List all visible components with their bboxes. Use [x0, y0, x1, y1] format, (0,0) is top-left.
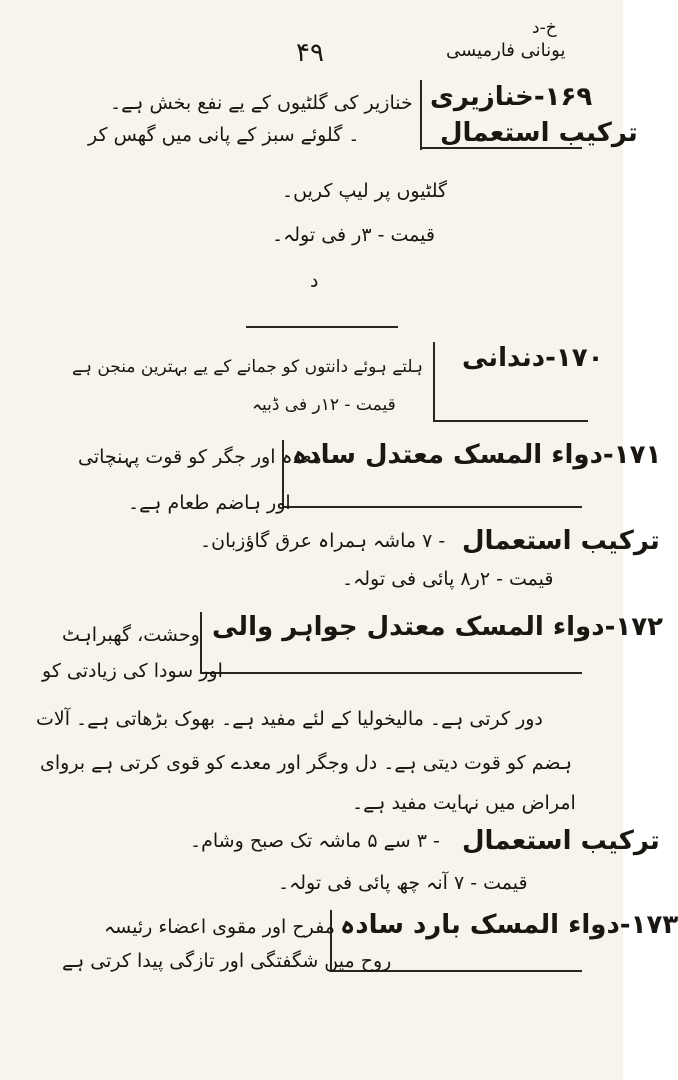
- entry-171-description: معدہ اور جگر کو قوت پہنچاتی: [78, 446, 322, 468]
- entry-172-price: قیمت - ۷ آنہ چھ پائی فی تولہ۔: [278, 872, 528, 894]
- entry-171-title: ۱۷۱-دواء المسک معتدل سادہ: [292, 440, 662, 470]
- entry-172-usage-label: ترکیب استعمال: [462, 826, 660, 856]
- entry-169-usage: ۔ گلوئے سبز کے پانی میں گھس کر: [88, 124, 360, 146]
- entry-172-body-line-1: دور کرتی ہے۔ مالیخولیا کے لئے مفید ہے۔ بھوک بڑھاتی ہے۔ آلات: [36, 708, 543, 730]
- section-rule: [246, 326, 398, 328]
- entry-170-divider: [433, 342, 435, 422]
- entry-170-description: ہلتے ہوئے دانتوں کو جمانے کے یے بہترین منجن ہے: [72, 357, 423, 377]
- entry-173-description: مفرح اور مقوی اعضاء رئیسہ: [104, 916, 335, 938]
- section-letter: د: [310, 270, 319, 292]
- entry-172-description: وحشت، گھبراہٹ: [62, 624, 200, 646]
- entry-172-body-line-3: امراض میں نہایت مفید ہے۔: [352, 792, 576, 814]
- entry-172-title: ۱۷۲-دواء المسک معتدل جواہر والی: [212, 612, 663, 642]
- entry-170-underline: [433, 420, 588, 422]
- entry-169-usage-cont: گلٹیوں پر لیپ کریں۔: [282, 180, 448, 202]
- entry-169-description: خنازیر کی گلٹیوں کے یے نفع بخش ہے۔: [110, 92, 413, 114]
- entry-173-description-cont: روح میں شگفتگی اور تازگی پیدا کرتی ہے: [62, 950, 392, 972]
- entry-173-title: ۱۷۳-دواء المسک بارد سادہ: [340, 910, 678, 940]
- entry-170-price: قیمت - ۱۲ر فی ڈبیہ: [252, 395, 396, 415]
- entry-169-title: ۱۶۹-خنازیری: [430, 82, 593, 112]
- page-number: ۴۹: [296, 38, 324, 68]
- entry-169-usage-label: ترکیب استعمال: [440, 118, 638, 148]
- header-left-code: خ-د: [532, 18, 557, 38]
- entry-171-usage: - ۷ ماشہ ہمراہ عرق گاؤزبان۔: [200, 530, 446, 552]
- entry-171-price: قیمت - ۲ر۸ پائی فی تولہ۔: [342, 568, 554, 590]
- entry-171-underline: [282, 506, 582, 508]
- entry-172-usage: - ۳ سے ۵ ماشہ تک صبح وشام۔: [190, 830, 440, 852]
- entry-171-description-cont: اور ہاضم طعام ہے۔: [128, 492, 291, 514]
- entry-171-usage-label: ترکیب استعمال: [462, 526, 660, 556]
- header-title: یونانی فارمیسی: [446, 40, 566, 61]
- entry-172-body-line-2: ہضم کو قوت دیتی ہے۔ دل وجگر اور معدے کو قوی کرتی ہے بروای: [40, 752, 573, 774]
- entry-172-underline: [200, 672, 582, 674]
- entry-170-title: ۱۷۰-دندانی: [462, 343, 604, 373]
- entry-169-divider: [420, 80, 422, 150]
- entry-172-description-cont: اور سودا کی زیادتی کو: [42, 660, 223, 682]
- entry-169-price: قیمت - ۳ر فی تولہ۔: [272, 224, 435, 246]
